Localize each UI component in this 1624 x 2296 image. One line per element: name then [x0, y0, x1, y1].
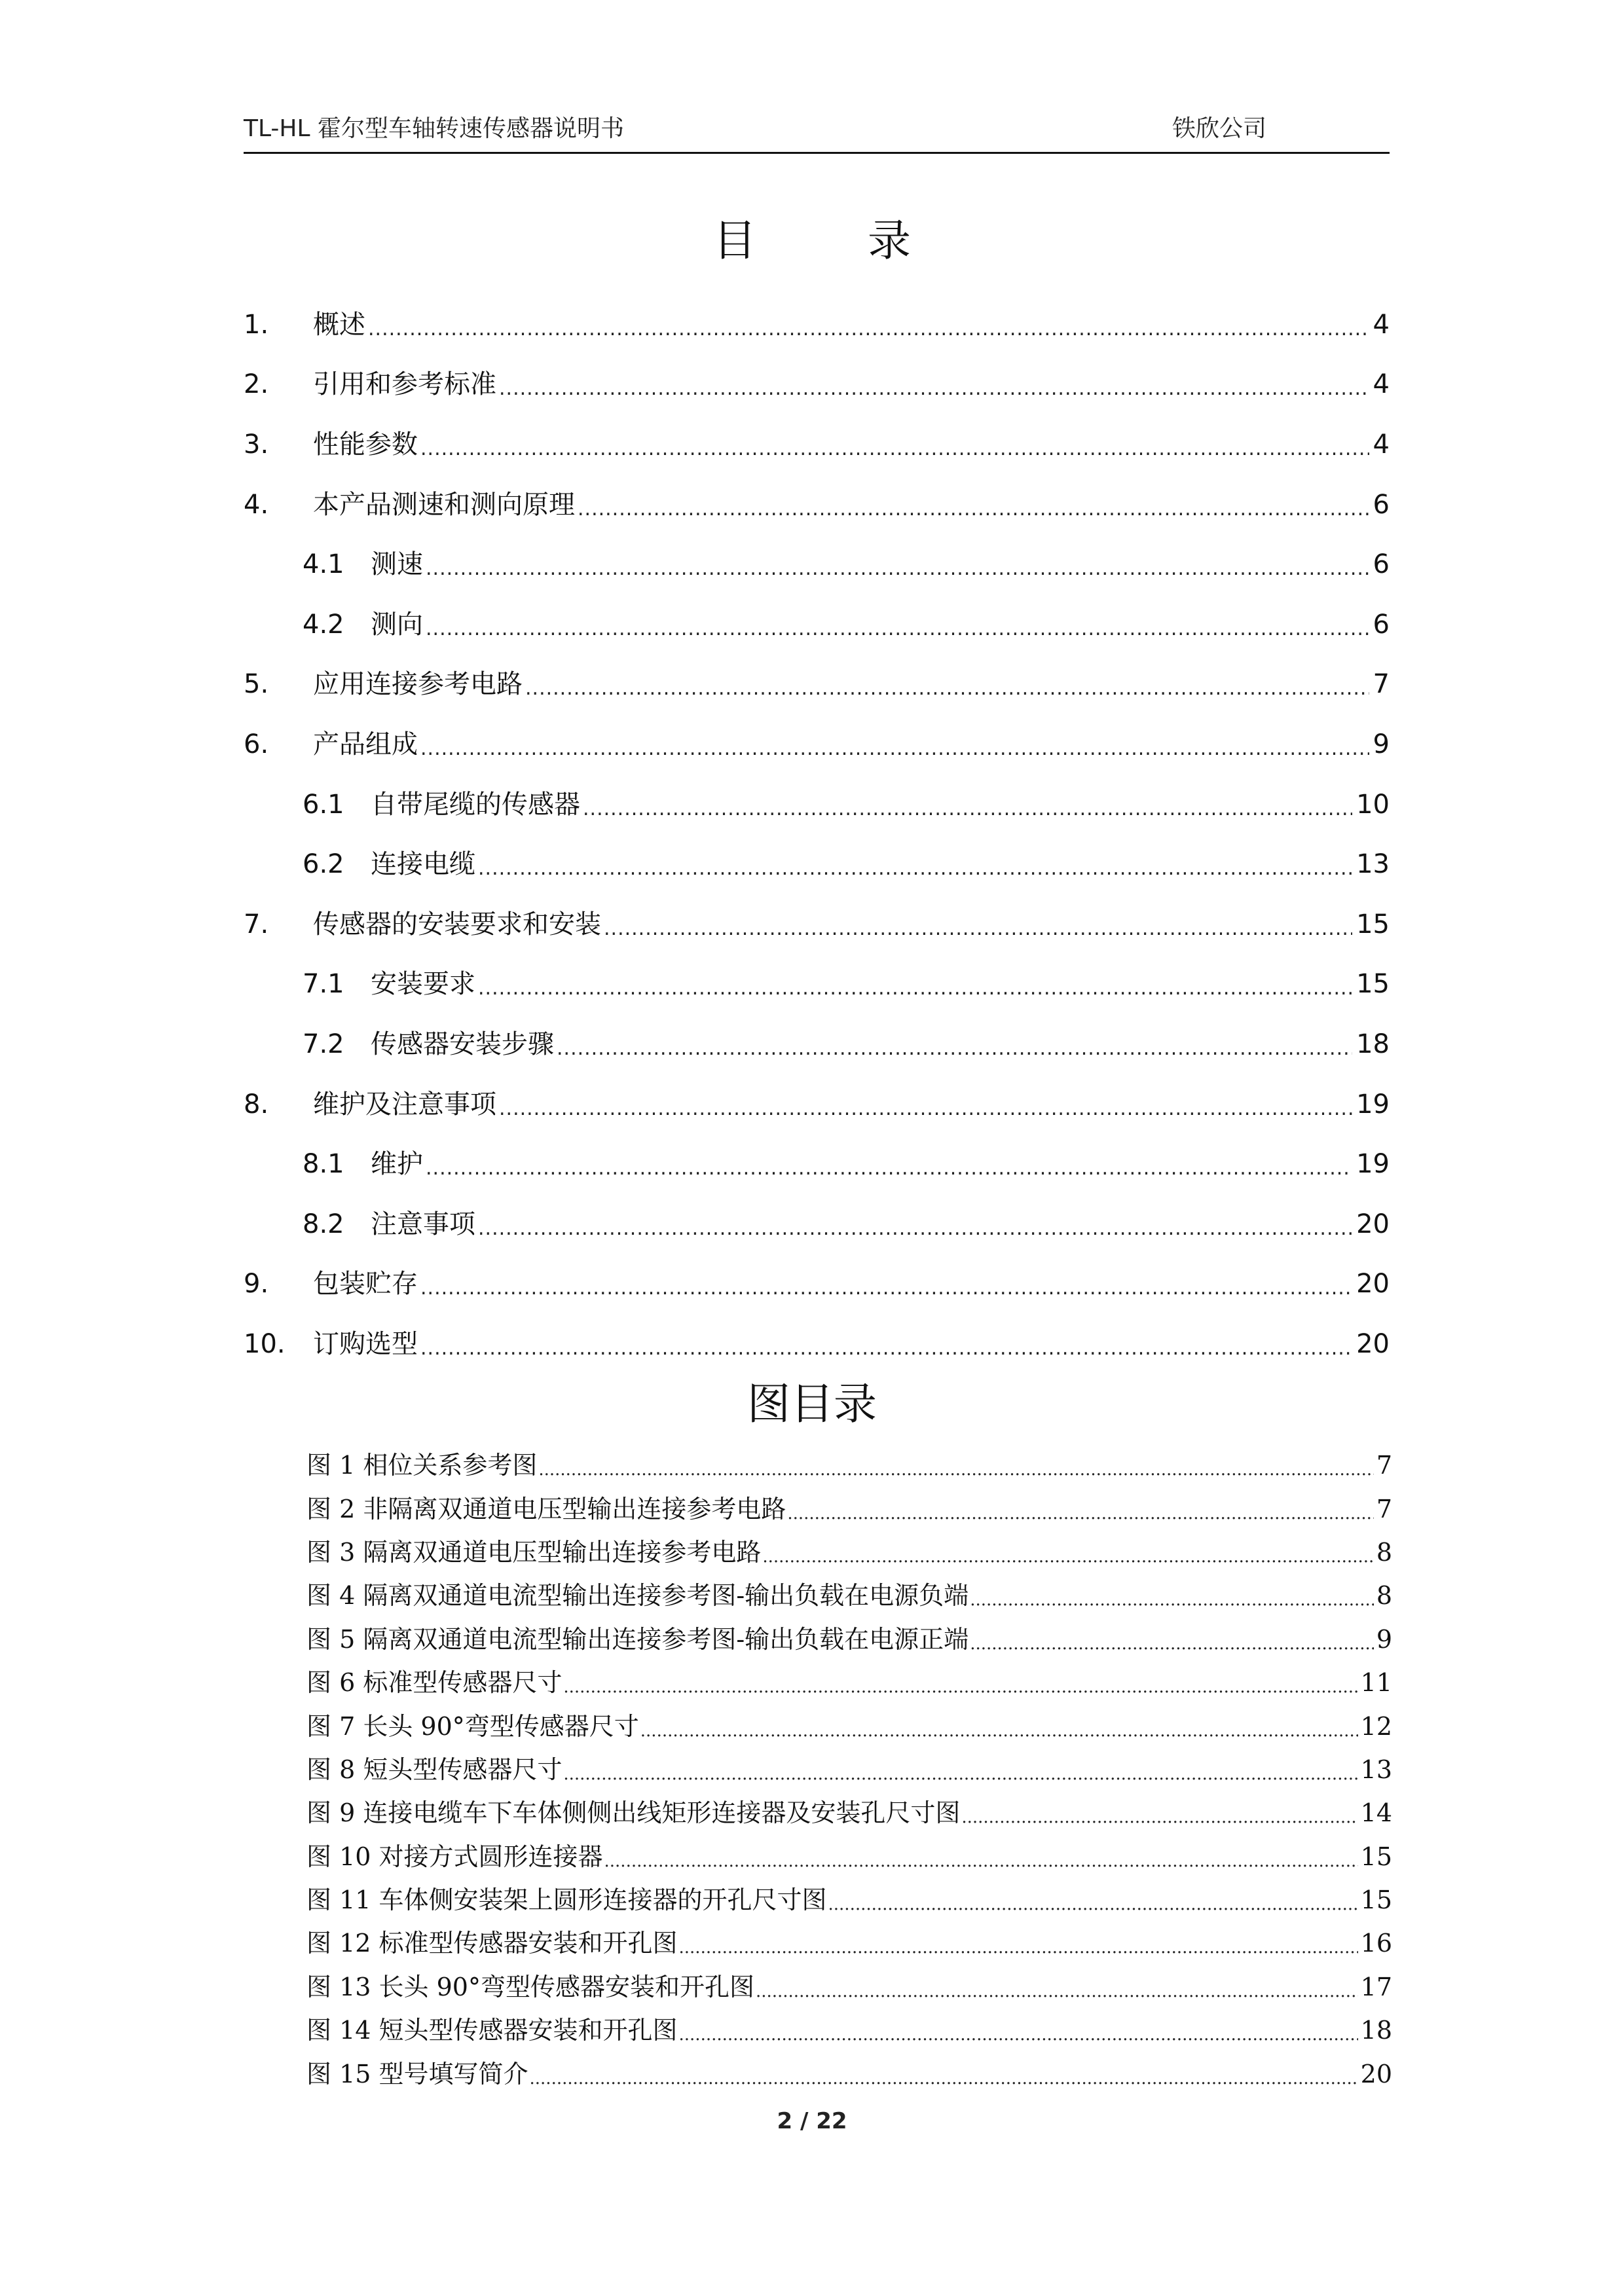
toc-list [244, 295, 1390, 1374]
figure-entry[interactable] [306, 1574, 1392, 1617]
toc-entry[interactable] [244, 1134, 1390, 1194]
toc-entry-title: 测向 [371, 609, 423, 640]
figure-entry[interactable] [306, 1444, 1392, 1487]
toc-entry-number: 6. [244, 729, 269, 759]
toc-leader-dots [557, 1026, 1352, 1063]
figure-entry-page: 15 [1360, 1886, 1392, 1915]
toc-entry-number: 9. [244, 1269, 269, 1300]
toc-entry-page: 7 [1373, 669, 1390, 700]
toc-entry-title: 自带尾缆的传感器 [371, 789, 580, 820]
toc-leader-dots [604, 906, 1352, 943]
toc-entry-number: 6.2 [303, 849, 344, 880]
toc-entry-page: 4 [1373, 429, 1390, 460]
figure-entry-title: 图 9 连接电缆车下车体侧侧出线矩形连接器及安装孔尺寸图 [306, 1798, 961, 1828]
figure-entry[interactable] [306, 2052, 1392, 2095]
toc-entry-title: 产品组成 [313, 729, 418, 759]
toc-entry-number: 8.1 [303, 1149, 344, 1180]
figure-entry-title: 图 13 长头 90°弯型传感器安装和开孔图 [306, 1972, 754, 2001]
figure-entry-page: 7 [1376, 1451, 1392, 1480]
toc-entry-title: 引用和参考标准 [313, 369, 496, 400]
toc-entry[interactable] [244, 955, 1390, 1015]
toc-entry-title: 传感器的安装要求和安装 [313, 909, 601, 939]
toc-entry-page: 6 [1373, 609, 1390, 640]
toc-entry-page: 4 [1373, 369, 1390, 400]
figure-entry-title: 图 11 车体侧安装架上圆形连接器的开孔尺寸图 [306, 1886, 827, 1915]
toc-leader-dots [420, 1266, 1352, 1302]
toc-entry-title: 维护 [371, 1149, 423, 1180]
figure-leader-dots [563, 1753, 1357, 1787]
figure-entry-title: 图 8 短头型传感器尺寸 [306, 1755, 563, 1784]
figure-entry-title: 图 5 隔离双通道电流型输出连接参考图-输出负载在电源正端 [306, 1624, 969, 1654]
figure-entry-page: 20 [1360, 2059, 1392, 2088]
toc-entry-title: 应用连接参考电路 [313, 669, 523, 700]
toc-entry-title: 传感器安装步骤 [371, 1029, 554, 1059]
figure-entry[interactable] [306, 1878, 1392, 1922]
figure-entry[interactable] [306, 1487, 1392, 1530]
header-document-title: TL-HL 霍尔型车轴转速传感器说明书 [244, 115, 624, 142]
figure-entry[interactable] [306, 1748, 1392, 1791]
toc-entry[interactable] [244, 355, 1390, 415]
toc-entry-page: 13 [1356, 849, 1390, 880]
figure-entry-page: 14 [1360, 1798, 1392, 1828]
toc-entry-title: 注意事项 [371, 1209, 475, 1239]
figure-entry-title: 图 3 隔离双通道电压型输出连接参考电路 [306, 1537, 762, 1567]
toc-entry-title: 维护及注意事项 [313, 1089, 496, 1120]
toc-entry[interactable] [244, 594, 1390, 655]
toc-leader-dots [420, 426, 1369, 463]
toc-entry-title: 安装要求 [371, 969, 475, 1000]
figure-leader-dots [563, 1666, 1357, 1700]
toc-entry-page: 20 [1356, 1209, 1390, 1239]
figure-leader-dots [538, 1448, 1373, 1482]
toc-entry[interactable] [244, 1074, 1390, 1135]
toc-entry[interactable] [244, 714, 1390, 774]
toc-entry-title: 订购选型 [313, 1328, 418, 1359]
toc-entry-page: 20 [1356, 1328, 1390, 1359]
toc-entry-page: 19 [1356, 1089, 1390, 1120]
figure-leader-dots [604, 1840, 1358, 1874]
toc-entry-number: 7.1 [303, 969, 344, 1000]
toc-leader-dots [478, 846, 1352, 883]
toc-entry-title: 性能参数 [313, 429, 418, 460]
header-company-name: 铁欣公司 [1172, 115, 1267, 142]
toc-leader-dots [525, 666, 1369, 702]
toc-entry-number: 7. [244, 909, 269, 939]
figure-entry[interactable] [306, 1965, 1392, 2009]
toc-entry-page: 19 [1356, 1149, 1390, 1180]
toc-entry[interactable] [244, 1254, 1390, 1315]
toc-entry-number: 5. [244, 669, 269, 700]
figure-leader-dots [762, 1535, 1373, 1569]
figure-leader-dots [970, 1578, 1374, 1613]
figure-entry[interactable] [306, 1922, 1392, 1965]
figure-entry[interactable] [306, 1661, 1392, 1704]
toc-entry[interactable] [244, 295, 1390, 355]
toc-leader-dots [420, 726, 1369, 763]
toc-entry-page: 9 [1373, 729, 1390, 759]
toc-leader-dots [499, 366, 1369, 403]
toc-entry-title: 测速 [371, 549, 423, 580]
figure-entry-title: 图 7 长头 90°弯型传感器尺寸 [306, 1711, 639, 1741]
toc-entry-number: 4.2 [303, 609, 344, 640]
figure-entry-page: 16 [1360, 1929, 1392, 1958]
toc-entry[interactable] [244, 414, 1390, 475]
figure-entry[interactable] [306, 1835, 1392, 1878]
toc-leader-dots [426, 546, 1369, 583]
figure-entry-page: 7 [1376, 1494, 1392, 1523]
toc-entry-number: 6.1 [303, 789, 344, 820]
toc-entry-page: 15 [1356, 969, 1390, 1000]
figure-entry-page: 12 [1360, 1711, 1392, 1741]
toc-leader-dots [583, 786, 1352, 823]
toc-entry-page: 6 [1373, 489, 1390, 520]
figure-entry-title: 图 1 相位关系参考图 [306, 1451, 538, 1480]
toc-entry[interactable] [244, 655, 1390, 715]
toc-entry-page: 20 [1356, 1269, 1390, 1300]
figure-entry[interactable] [306, 1791, 1392, 1834]
figure-entry-page: 17 [1360, 1972, 1392, 2001]
toc-entry[interactable] [244, 834, 1390, 894]
figure-leader-dots [756, 1970, 1358, 2004]
toc-entry-title: 连接电缆 [371, 849, 475, 880]
toc-entry-page: 6 [1373, 549, 1390, 580]
figure-leader-dots [787, 1492, 1373, 1526]
toc-entry-number: 8.2 [303, 1209, 344, 1239]
figure-entry[interactable] [306, 1618, 1392, 1661]
toc-leader-dots [478, 1206, 1352, 1243]
figure-entry-title: 图 4 隔离双通道电流型输出连接参考图-输出负载在电源负端 [306, 1581, 969, 1611]
figure-leader-dots [679, 2013, 1358, 2047]
toc-entry-number: 8. [244, 1089, 269, 1120]
toc-entry-number: 7.2 [303, 1029, 344, 1059]
figure-entry[interactable] [306, 1704, 1392, 1747]
figure-entry-page: 11 [1360, 1668, 1392, 1698]
figure-entry-page: 8 [1376, 1581, 1392, 1611]
toc-entry-page: 4 [1373, 309, 1390, 340]
toc-leader-dots [499, 1086, 1352, 1123]
page-header [244, 113, 1390, 154]
toc-entry-page: 15 [1356, 909, 1390, 939]
figure-entry-page: 18 [1360, 2016, 1392, 2045]
figure-entry-page: 15 [1360, 1842, 1392, 1871]
figure-entry[interactable] [306, 2009, 1392, 2052]
figure-entry-page: 13 [1360, 1755, 1392, 1784]
figure-entry-title: 图 6 标准型传感器尺寸 [306, 1668, 563, 1698]
figure-entry-title: 图 14 短头型传感器安装和开孔图 [306, 2016, 678, 2045]
toc-entry-title: 概述 [313, 309, 365, 340]
toc-leader-dots [426, 1146, 1352, 1182]
page-number: 2 / 22 [777, 2108, 847, 2134]
figure-entry-page: 9 [1376, 1624, 1392, 1654]
figure-entry-title: 图 15 型号填写简介 [306, 2059, 528, 2088]
toc-leader-dots [478, 966, 1352, 1002]
toc-leader-dots [420, 1326, 1352, 1362]
toc-entry-number: 2. [244, 369, 269, 400]
toc-entry[interactable] [244, 774, 1390, 835]
figure-entry-title: 图 12 标准型传感器安装和开孔图 [306, 1929, 678, 1958]
figure-entry-page: 8 [1376, 1537, 1392, 1567]
toc-entry[interactable] [244, 1314, 1390, 1374]
toc-entry[interactable] [244, 1194, 1390, 1254]
figure-leader-dots [961, 1796, 1357, 1830]
figure-leader-dots [640, 1709, 1358, 1743]
toc-entry-number: 4.1 [303, 549, 344, 580]
toc-entry[interactable] [244, 475, 1390, 535]
figure-entry-title: 图 10 对接方式圆形连接器 [306, 1842, 603, 1871]
toc-entry-number: 10. [244, 1328, 286, 1359]
toc-leader-dots [426, 606, 1369, 643]
toc-entry-number: 4. [244, 489, 269, 520]
toc-entry[interactable] [244, 534, 1390, 594]
figure-leader-dots [679, 1926, 1358, 1960]
figure-list [306, 1444, 1392, 2096]
figure-list-title: 图目录 [747, 1379, 877, 1429]
figure-leader-dots [970, 1622, 1374, 1656]
figure-entry[interactable] [306, 1531, 1392, 1574]
toc-title: 目录 [713, 215, 1022, 266]
toc-entry-title: 本产品测速和测向原理 [313, 489, 575, 520]
toc-entry-number: 3. [244, 429, 269, 460]
toc-entry-page: 18 [1356, 1029, 1390, 1059]
figure-leader-dots [828, 1883, 1358, 1917]
toc-entry[interactable] [244, 1014, 1390, 1074]
toc-entry-title: 包装贮存 [313, 1269, 418, 1300]
toc-entry-number: 1. [244, 309, 269, 340]
toc-leader-dots [368, 306, 1369, 343]
toc-entry-page: 10 [1356, 789, 1390, 820]
figure-leader-dots [530, 2057, 1358, 2091]
toc-entry[interactable] [244, 894, 1390, 955]
figure-entry-title: 图 2 非隔离双通道电压型输出连接参考电路 [306, 1494, 786, 1523]
toc-leader-dots [578, 486, 1369, 523]
